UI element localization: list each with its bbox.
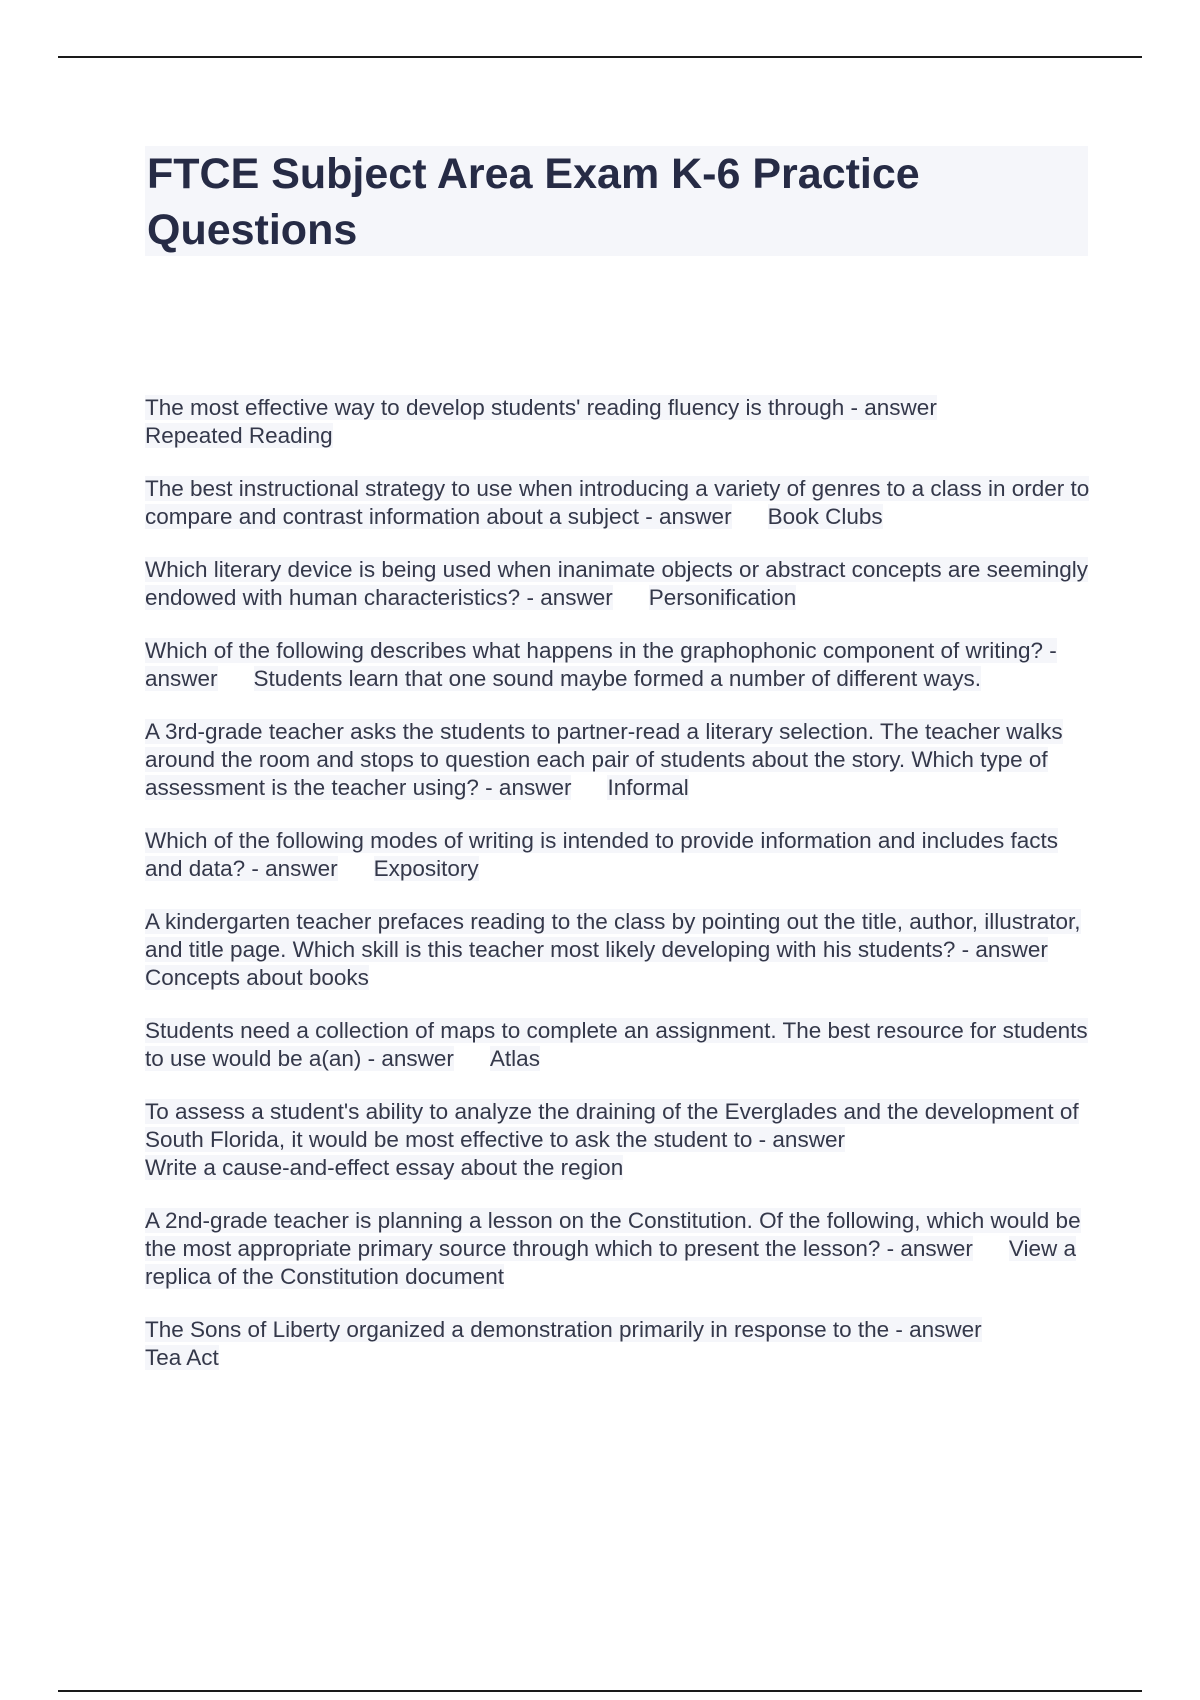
qa-separator [218, 666, 254, 691]
qa-separator [732, 504, 768, 529]
qa-separator [454, 1046, 490, 1071]
qa-answer: Atlas [489, 1046, 540, 1071]
qa-item-1 [145, 394, 1090, 450]
qa-question: The Sons of Liberty organized a demonstration primarily in response to the - answer [145, 1317, 982, 1342]
qa-question: Which of the following modes of writing is intended to provide information and includes facts and data? - answer [145, 828, 1058, 881]
qa-separator [613, 585, 649, 610]
qa-answer: Concepts about books [145, 965, 369, 990]
qa-list [145, 394, 1090, 1397]
qa-separator [338, 856, 374, 881]
qa-item-2 [145, 475, 1090, 531]
qa-item-3 [145, 556, 1090, 612]
qa-separator [973, 1236, 1009, 1261]
qa-question: Which literary device is being used when inanimate objects or abstract concepts are seemingly endowed with human characteristics? - answer [145, 557, 1088, 610]
qa-answer: View a replica of the Constitution document [145, 1236, 1077, 1289]
qa-answer: Students learn that one sound maybe formed a number of different ways. [253, 666, 982, 691]
title-block [145, 146, 1088, 256]
qa-answer: Expository [373, 856, 479, 881]
qa-item-11 [145, 1316, 1090, 1372]
qa-question: Which of the following describes what happens in the graphophonic component of writing? - answer [145, 638, 1057, 691]
qa-separator [1048, 937, 1084, 962]
qa-question: The best instructional strategy to use when introducing a variety of genres to a class in order to compare and contrast information about a subject - answer [145, 476, 1090, 529]
qa-question: A 2nd-grade teacher is planning a lesson on the Constitution. Of the following, which would be the most appropriate primary source through which to present the lesson? - answer [145, 1208, 1081, 1261]
qa-item-9 [145, 1098, 1090, 1182]
page-bottom-rule [58, 1690, 1142, 1692]
qa-question: To assess a student's ability to analyze the draining of the Everglades and the development of South Florida, it would be most effective to ask the student to - answer [145, 1099, 1079, 1152]
qa-item-7 [145, 908, 1090, 992]
page-title: FTCE Subject Area Exam K-6 Practice Questions [147, 150, 920, 254]
qa-answer: Book Clubs [767, 504, 883, 529]
qa-answer: Personification [648, 585, 797, 610]
qa-item-6 [145, 827, 1090, 883]
qa-item-4 [145, 637, 1090, 693]
qa-question: The most effective way to develop students' reading fluency is through - answer [145, 395, 937, 420]
qa-separator [571, 775, 607, 800]
qa-answer: Tea Act [145, 1345, 219, 1370]
qa-question: A 3rd-grade teacher asks the students to partner-read a literary selection. The teacher walks around the room and stops to question each pair of students about the story. Which type of assessment is the teacher using? - answer [145, 719, 1063, 800]
qa-answer: Repeated Reading [145, 423, 333, 448]
page-top-rule [58, 56, 1142, 58]
qa-question: A kindergarten teacher prefaces reading to the class by pointing out the title, author, illustrator, and title page. Which skill is this teacher most likely developing with his students? - answer [145, 909, 1081, 962]
qa-answer: Write a cause-and-effect essay about the region [145, 1155, 624, 1180]
qa-item-10 [145, 1207, 1090, 1291]
qa-answer: Informal [607, 775, 689, 800]
qa-item-5 [145, 718, 1090, 802]
qa-question: Students need a collection of maps to complete an assignment. The best resource for students to use would be a(an) - answer [145, 1018, 1088, 1071]
qa-item-8 [145, 1017, 1090, 1073]
